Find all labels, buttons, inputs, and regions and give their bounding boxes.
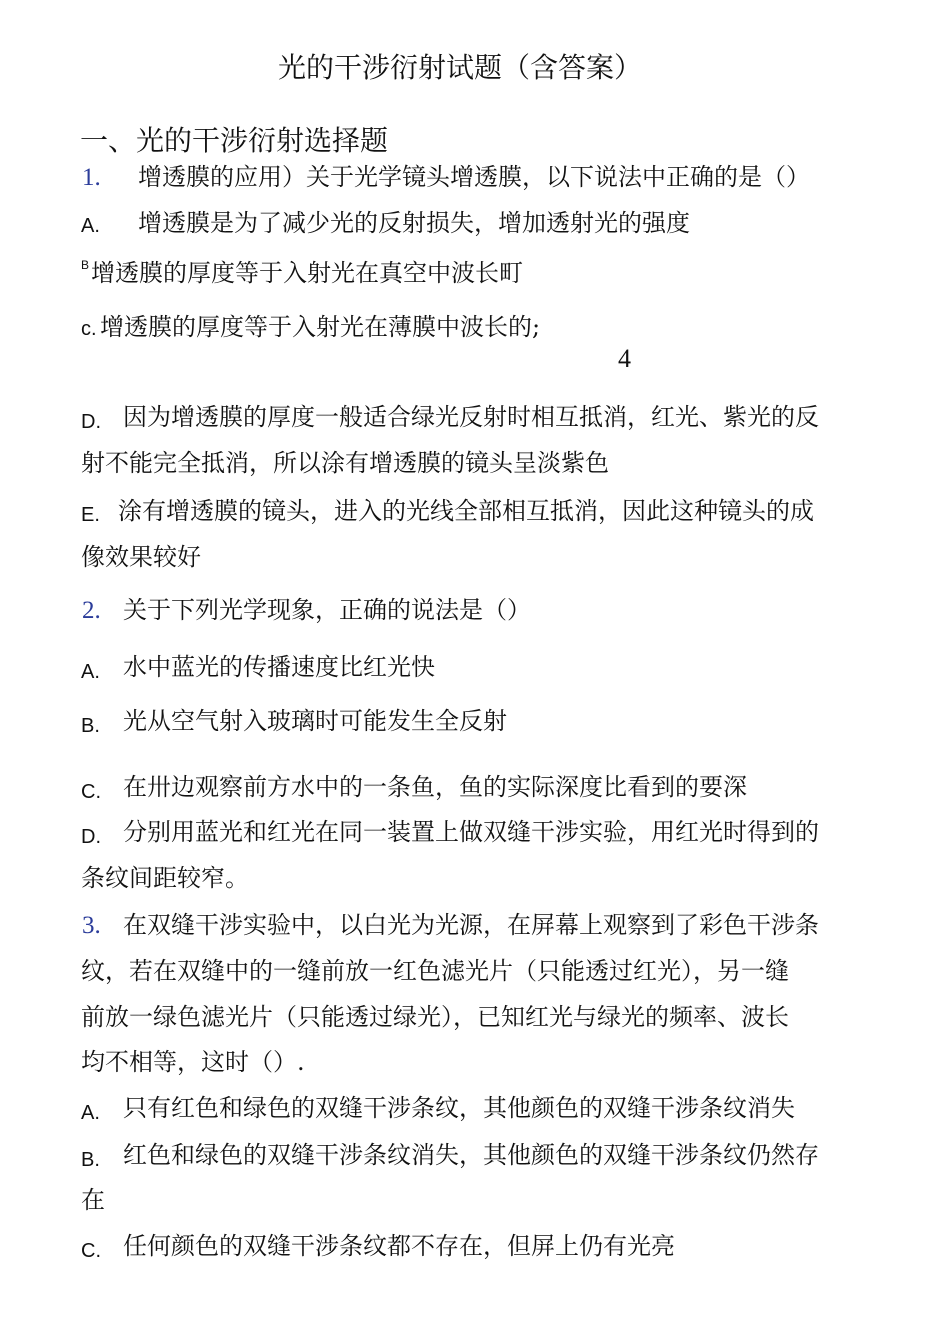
- question-3-stem-line3: 前放一绿色滤光片（只能透过绿光），已知红光与绿光的频率、波长: [81, 1003, 789, 1031]
- q1-option-c: 增透膜的厚度等于入射光在薄膜中波长的;: [100, 313, 541, 341]
- q1-option-d-line1: 因为增透膜的厚度一般适合绿光反射时相互抵消，红光、紫光的反: [123, 403, 819, 431]
- q2-option-b-label: B.: [81, 715, 100, 737]
- q1-option-b: 增透膜的厚度等于入射光在真空中波长町: [91, 259, 523, 287]
- q3-option-a-label: A.: [81, 1102, 100, 1124]
- q1-option-e-line1: 涂有增透膜的镜头，进入的光线全部相互抵消，因此这种镜头的成: [118, 497, 814, 525]
- q1-option-e-label: E.: [81, 504, 100, 526]
- q3-option-c: 任何颜色的双缝干涉条纹都不存在，但屏上仍有光亮: [123, 1232, 675, 1260]
- q3-option-a: 只有红色和绿色的双缝干涉条纹，其他颜色的双缝干涉条纹消失: [123, 1094, 795, 1122]
- q2-option-d-line2: 条纹间距较窄。: [81, 864, 249, 892]
- question-2-stem: 关于下列光学现象，正确的说法是（）: [123, 596, 531, 624]
- q3-option-b-line2: 在: [81, 1186, 105, 1214]
- q2-option-d-label: D.: [81, 826, 101, 848]
- question-1-number: 1.: [82, 164, 101, 191]
- q1-option-d-label: D.: [81, 411, 101, 433]
- q3-option-c-label: C.: [81, 1240, 101, 1262]
- q2-option-c: 在卅边观察前方水中的一条鱼，鱼的实际深度比看到的要深: [123, 773, 747, 801]
- page-title: 光的干涉衍射试题（含答案）: [278, 51, 643, 84]
- question-2-number: 2.: [82, 597, 101, 624]
- q3-option-b-label: B.: [81, 1149, 100, 1171]
- q1-option-c-label: c.: [81, 318, 97, 340]
- q1-option-a-label: A.: [81, 215, 100, 237]
- q1-option-e-line2: 像效果较好: [81, 543, 201, 571]
- q2-option-a: 水中蓝光的传播速度比红光快: [123, 653, 435, 681]
- q1-option-d-line2: 射不能完全抵消，所以涂有增透膜的镜头呈淡紫色: [81, 449, 609, 477]
- q2-option-a-label: A.: [81, 661, 100, 683]
- q3-option-b-line1: 红色和绿色的双缝干涉条纹消失，其他颜色的双缝干涉条纹仍然存: [123, 1141, 819, 1169]
- question-3-stem-line1: 在双缝干涉实验中，以白光为光源，在屏幕上观察到了彩色干涉条: [123, 911, 819, 939]
- q1-option-b-label: B: [81, 258, 90, 272]
- section-heading: 一、光的干涉衍射选择题: [80, 124, 389, 157]
- q2-option-b: 光从空气射入玻璃时可能发生全反射: [123, 707, 507, 735]
- question-3-stem-line2: 纹，若在双缝中的一缝前放一红色滤光片（只能透过红光），另一缝: [81, 957, 789, 985]
- question-3-number: 3.: [82, 912, 101, 939]
- q2-option-c-label: C.: [81, 781, 101, 803]
- q2-option-d-line1: 分别用蓝光和红光在同一装置上做双缝干涉实验，用红光时得到的: [123, 818, 819, 846]
- q1-option-a: 增透膜是为了减少光的反射损失，增加透射光的强度: [138, 209, 690, 237]
- q1-option-c-fraction: 4: [618, 344, 631, 373]
- question-1-stem: 增透膜的应用）关于光学镜头增透膜，以下说法中正确的是（）: [138, 163, 810, 191]
- question-3-stem-line4: 均不相等，这时（）.: [81, 1048, 305, 1076]
